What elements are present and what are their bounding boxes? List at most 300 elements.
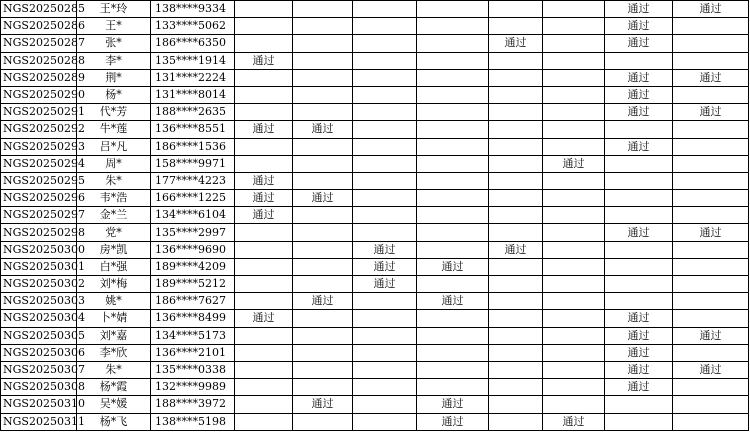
record-id-cell: NGS20250308 <box>1 379 77 396</box>
name-cell: 吴*媛 <box>77 396 151 413</box>
name-cell: 李* <box>77 52 151 69</box>
result-cell <box>543 52 605 69</box>
result-cell <box>353 327 417 344</box>
record-id-cell: NGS20250297 <box>1 207 77 224</box>
result-cell: 通过 <box>417 258 489 275</box>
name-cell: 朱* <box>77 172 151 189</box>
result-cell <box>673 258 749 275</box>
result-cell <box>605 258 673 275</box>
result-cell <box>417 276 489 293</box>
result-cell <box>417 190 489 207</box>
result-cell <box>673 52 749 69</box>
result-cell <box>417 241 489 258</box>
result-cell: 通过 <box>605 344 673 361</box>
result-cell: 通过 <box>605 310 673 327</box>
result-cell <box>673 35 749 52</box>
result-cell <box>353 1 417 18</box>
result-cell <box>543 207 605 224</box>
phone-cell: 189****4209 <box>151 258 235 275</box>
phone-cell: 131****8014 <box>151 86 235 103</box>
table-row <box>1 207 749 224</box>
result-cell: 通过 <box>293 190 353 207</box>
result-cell <box>489 155 543 172</box>
result-cell: 通过 <box>605 379 673 396</box>
result-cell <box>293 1 353 18</box>
result-cell: 通过 <box>673 327 749 344</box>
result-cell: 通过 <box>353 276 417 293</box>
result-cell <box>489 396 543 413</box>
phone-cell: 186****7627 <box>151 293 235 310</box>
result-cell <box>293 276 353 293</box>
phone-cell: 132****9989 <box>151 379 235 396</box>
result-cell: 通过 <box>489 35 543 52</box>
result-cell <box>543 379 605 396</box>
table-row <box>1 224 749 241</box>
result-cell <box>543 293 605 310</box>
result-cell <box>235 413 293 430</box>
table-row <box>1 69 749 86</box>
result-cell <box>673 155 749 172</box>
table-row <box>1 396 749 413</box>
record-id-cell: NGS20250302 <box>1 276 77 293</box>
result-cell <box>293 258 353 275</box>
name-cell: 杨*霞 <box>77 379 151 396</box>
result-cell: 通过 <box>673 224 749 241</box>
result-cell <box>543 35 605 52</box>
result-cell <box>235 361 293 378</box>
result-cell <box>489 224 543 241</box>
result-cell <box>417 327 489 344</box>
result-cell <box>353 413 417 430</box>
result-cell: 通过 <box>605 18 673 35</box>
result-cell <box>605 276 673 293</box>
result-cell <box>673 121 749 138</box>
phone-cell: 188****3972 <box>151 396 235 413</box>
table-row <box>1 104 749 121</box>
result-cell <box>489 379 543 396</box>
result-cell <box>293 361 353 378</box>
name-cell: 姚* <box>77 293 151 310</box>
result-cell: 通过 <box>605 224 673 241</box>
result-cell <box>353 104 417 121</box>
table-row <box>1 18 749 35</box>
phone-cell: 188****2635 <box>151 104 235 121</box>
result-cell <box>417 35 489 52</box>
result-cell: 通过 <box>489 241 543 258</box>
result-cell <box>605 52 673 69</box>
result-cell <box>235 155 293 172</box>
result-cell <box>673 344 749 361</box>
result-cell <box>605 155 673 172</box>
phone-cell: 166****1225 <box>151 190 235 207</box>
phone-cell: 136****8551 <box>151 121 235 138</box>
phone-cell: 133****5062 <box>151 18 235 35</box>
result-cell <box>353 310 417 327</box>
record-id-cell: NGS20250294 <box>1 155 77 172</box>
table-row <box>1 310 749 327</box>
result-cell: 通过 <box>543 413 605 430</box>
result-cell <box>543 104 605 121</box>
result-cell <box>489 276 543 293</box>
result-cell <box>417 121 489 138</box>
result-cell: 通过 <box>543 155 605 172</box>
table-row <box>1 344 749 361</box>
result-cell <box>353 35 417 52</box>
record-id-cell: NGS20250306 <box>1 344 77 361</box>
phone-cell: 134****6104 <box>151 207 235 224</box>
table-body <box>1 1 749 431</box>
result-cell <box>673 396 749 413</box>
result-cell: 通过 <box>417 413 489 430</box>
name-cell: 周* <box>77 155 151 172</box>
result-cell <box>417 172 489 189</box>
result-cell <box>543 241 605 258</box>
result-cell <box>673 18 749 35</box>
result-cell <box>293 104 353 121</box>
result-cell <box>543 1 605 18</box>
result-cell <box>353 361 417 378</box>
name-cell: 牛*莲 <box>77 121 151 138</box>
name-cell: 韦*浩 <box>77 190 151 207</box>
phone-cell: 138****5198 <box>151 413 235 430</box>
result-cell <box>293 413 353 430</box>
phone-cell: 134****5173 <box>151 327 235 344</box>
result-cell <box>417 52 489 69</box>
result-cell <box>543 361 605 378</box>
result-cell <box>293 327 353 344</box>
result-cell: 通过 <box>235 172 293 189</box>
result-cell: 通过 <box>605 69 673 86</box>
result-cell <box>293 69 353 86</box>
result-cell <box>293 138 353 155</box>
record-id-cell: NGS20250305 <box>1 327 77 344</box>
result-cell <box>673 310 749 327</box>
result-cell: 通过 <box>605 327 673 344</box>
table-row <box>1 121 749 138</box>
result-cell <box>673 276 749 293</box>
result-cell <box>417 207 489 224</box>
result-cell <box>605 293 673 310</box>
result-cell <box>353 207 417 224</box>
result-cell <box>673 172 749 189</box>
phone-cell: 136****8499 <box>151 310 235 327</box>
result-cell <box>673 138 749 155</box>
name-cell: 杨* <box>77 86 151 103</box>
table-row <box>1 1 749 18</box>
name-cell: 吕*凡 <box>77 138 151 155</box>
result-cell <box>673 379 749 396</box>
result-cell <box>489 69 543 86</box>
result-cell <box>543 224 605 241</box>
result-cell <box>293 241 353 258</box>
result-cell <box>235 276 293 293</box>
result-cell <box>543 69 605 86</box>
table-row <box>1 52 749 69</box>
result-cell <box>353 86 417 103</box>
phone-cell: 135****1914 <box>151 52 235 69</box>
result-cell <box>489 344 543 361</box>
result-cell <box>605 172 673 189</box>
record-id-cell: NGS20250289 <box>1 69 77 86</box>
result-cell <box>353 172 417 189</box>
result-cell <box>353 190 417 207</box>
phone-cell: 189****5212 <box>151 276 235 293</box>
record-id-cell: NGS20250303 <box>1 293 77 310</box>
phone-cell: 135****2997 <box>151 224 235 241</box>
table-row <box>1 86 749 103</box>
result-cell <box>235 293 293 310</box>
name-cell: 王* <box>77 18 151 35</box>
result-cell: 通过 <box>293 293 353 310</box>
record-id-cell: NGS20250291 <box>1 104 77 121</box>
result-cell: 通过 <box>353 258 417 275</box>
result-cell <box>235 396 293 413</box>
result-cell <box>489 293 543 310</box>
result-cell <box>417 18 489 35</box>
result-cell <box>353 155 417 172</box>
result-cell <box>489 121 543 138</box>
name-cell: 党* <box>77 224 151 241</box>
result-cell: 通过 <box>353 241 417 258</box>
result-cell <box>489 52 543 69</box>
result-cell <box>417 138 489 155</box>
result-cell <box>543 18 605 35</box>
result-cell <box>543 121 605 138</box>
phone-cell: 186****6350 <box>151 35 235 52</box>
record-id-cell: NGS20250295 <box>1 172 77 189</box>
result-cell <box>235 224 293 241</box>
phone-cell: 131****2224 <box>151 69 235 86</box>
result-cell <box>293 344 353 361</box>
record-id-cell: NGS20250301 <box>1 258 77 275</box>
record-id-cell: NGS20250290 <box>1 86 77 103</box>
result-cell <box>673 86 749 103</box>
table-row <box>1 35 749 52</box>
result-cell: 通过 <box>293 396 353 413</box>
phone-cell: 136****2101 <box>151 344 235 361</box>
result-cell: 通过 <box>673 1 749 18</box>
record-id-cell: NGS20250311 <box>1 413 77 430</box>
result-cell <box>673 190 749 207</box>
result-cell <box>489 104 543 121</box>
result-cell: 通过 <box>235 190 293 207</box>
result-cell <box>489 86 543 103</box>
record-id-cell: NGS20250285 <box>1 1 77 18</box>
result-cell <box>417 69 489 86</box>
result-cell <box>235 138 293 155</box>
name-cell: 卜*婧 <box>77 310 151 327</box>
table-row <box>1 327 749 344</box>
result-cell <box>543 138 605 155</box>
phone-cell: 177****4223 <box>151 172 235 189</box>
result-cell: 通过 <box>417 396 489 413</box>
table-row <box>1 190 749 207</box>
result-cell <box>673 241 749 258</box>
name-cell: 张* <box>77 35 151 52</box>
record-id-cell: NGS20250298 <box>1 224 77 241</box>
result-cell <box>235 104 293 121</box>
result-cell: 通过 <box>235 52 293 69</box>
result-cell <box>489 413 543 430</box>
result-cell <box>543 310 605 327</box>
result-cell <box>293 155 353 172</box>
table-row <box>1 138 749 155</box>
result-cell <box>235 18 293 35</box>
name-cell: 李*欣 <box>77 344 151 361</box>
result-cell: 通过 <box>293 121 353 138</box>
result-cell <box>417 1 489 18</box>
result-cell <box>417 361 489 378</box>
result-cell <box>605 413 673 430</box>
result-cell: 通过 <box>235 207 293 224</box>
result-cell <box>235 35 293 52</box>
result-cell <box>605 241 673 258</box>
result-cell: 通过 <box>605 1 673 18</box>
result-cell <box>293 379 353 396</box>
result-cell <box>353 138 417 155</box>
name-cell: 朱* <box>77 361 151 378</box>
result-cell <box>489 361 543 378</box>
name-cell: 刘*嘉 <box>77 327 151 344</box>
result-cell <box>605 207 673 224</box>
result-cell <box>489 327 543 344</box>
name-cell: 金*兰 <box>77 207 151 224</box>
result-cell <box>605 396 673 413</box>
record-id-cell: NGS20250296 <box>1 190 77 207</box>
record-id-cell: NGS20250292 <box>1 121 77 138</box>
result-cell <box>489 1 543 18</box>
result-cell <box>489 138 543 155</box>
result-cell <box>293 224 353 241</box>
result-cell <box>489 310 543 327</box>
record-id-cell: NGS20250286 <box>1 18 77 35</box>
result-cell <box>293 18 353 35</box>
table-row <box>1 361 749 378</box>
result-cell <box>293 35 353 52</box>
result-cell: 通过 <box>417 293 489 310</box>
result-cell <box>543 258 605 275</box>
result-cell <box>235 327 293 344</box>
result-cell <box>353 379 417 396</box>
record-id-cell: NGS20250310 <box>1 396 77 413</box>
result-cell <box>353 224 417 241</box>
result-cell <box>353 69 417 86</box>
table-row <box>1 413 749 430</box>
result-cell: 通过 <box>605 104 673 121</box>
result-cell <box>543 86 605 103</box>
result-cell: 通过 <box>605 138 673 155</box>
table-row <box>1 172 749 189</box>
result-cell <box>543 327 605 344</box>
result-cell <box>417 379 489 396</box>
result-cell <box>293 310 353 327</box>
result-cell <box>489 18 543 35</box>
phone-cell: 158****9971 <box>151 155 235 172</box>
phone-cell: 135****0338 <box>151 361 235 378</box>
result-cell <box>673 207 749 224</box>
result-cell <box>293 86 353 103</box>
result-cell <box>293 52 353 69</box>
name-cell: 杨*飞 <box>77 413 151 430</box>
result-cell <box>417 344 489 361</box>
result-cell <box>235 379 293 396</box>
name-cell: 刘*梅 <box>77 276 151 293</box>
result-cell <box>417 104 489 121</box>
result-cell <box>543 190 605 207</box>
result-cell <box>353 52 417 69</box>
table-row <box>1 241 749 258</box>
record-id-cell: NGS20250287 <box>1 35 77 52</box>
result-cell <box>353 121 417 138</box>
name-cell: 王*玲 <box>77 1 151 18</box>
result-cell <box>353 344 417 361</box>
result-cell <box>417 155 489 172</box>
name-cell: 房*凯 <box>77 241 151 258</box>
result-cell <box>235 241 293 258</box>
result-cell: 通过 <box>235 310 293 327</box>
result-cell <box>293 207 353 224</box>
record-id-cell: NGS20250288 <box>1 52 77 69</box>
name-cell: 代*芳 <box>77 104 151 121</box>
result-cell: 通过 <box>673 104 749 121</box>
result-cell <box>235 69 293 86</box>
result-cell: 通过 <box>235 121 293 138</box>
table-row <box>1 379 749 396</box>
result-cell <box>235 86 293 103</box>
name-cell: 荆* <box>77 69 151 86</box>
phone-cell: 138****9334 <box>151 1 235 18</box>
result-cell: 通过 <box>673 69 749 86</box>
record-id-cell: NGS20250304 <box>1 310 77 327</box>
result-cell <box>417 310 489 327</box>
result-cell <box>543 396 605 413</box>
table-row <box>1 293 749 310</box>
result-cell <box>293 172 353 189</box>
result-cell <box>543 172 605 189</box>
table-row <box>1 155 749 172</box>
result-cell <box>673 293 749 310</box>
table-row <box>1 258 749 275</box>
result-cell <box>543 344 605 361</box>
result-cell <box>235 1 293 18</box>
result-cell <box>489 172 543 189</box>
result-cell <box>605 121 673 138</box>
record-id-cell: NGS20250307 <box>1 361 77 378</box>
result-cell <box>235 258 293 275</box>
result-cell <box>489 258 543 275</box>
result-cell: 通过 <box>605 35 673 52</box>
result-cell <box>605 190 673 207</box>
phone-cell: 186****1536 <box>151 138 235 155</box>
result-cell: 通过 <box>605 361 673 378</box>
result-cell <box>489 190 543 207</box>
phone-cell: 136****9690 <box>151 241 235 258</box>
result-cell <box>543 276 605 293</box>
result-cell <box>489 207 543 224</box>
record-id-cell: NGS20250300 <box>1 241 77 258</box>
table-row <box>1 276 749 293</box>
result-cell <box>417 224 489 241</box>
name-cell: 白*强 <box>77 258 151 275</box>
record-id-cell: NGS20250293 <box>1 138 77 155</box>
result-cell <box>417 86 489 103</box>
result-cell: 通过 <box>673 361 749 378</box>
result-cell <box>673 413 749 430</box>
result-cell: 通过 <box>605 86 673 103</box>
result-cell <box>353 293 417 310</box>
result-cell <box>353 18 417 35</box>
result-cell <box>235 344 293 361</box>
